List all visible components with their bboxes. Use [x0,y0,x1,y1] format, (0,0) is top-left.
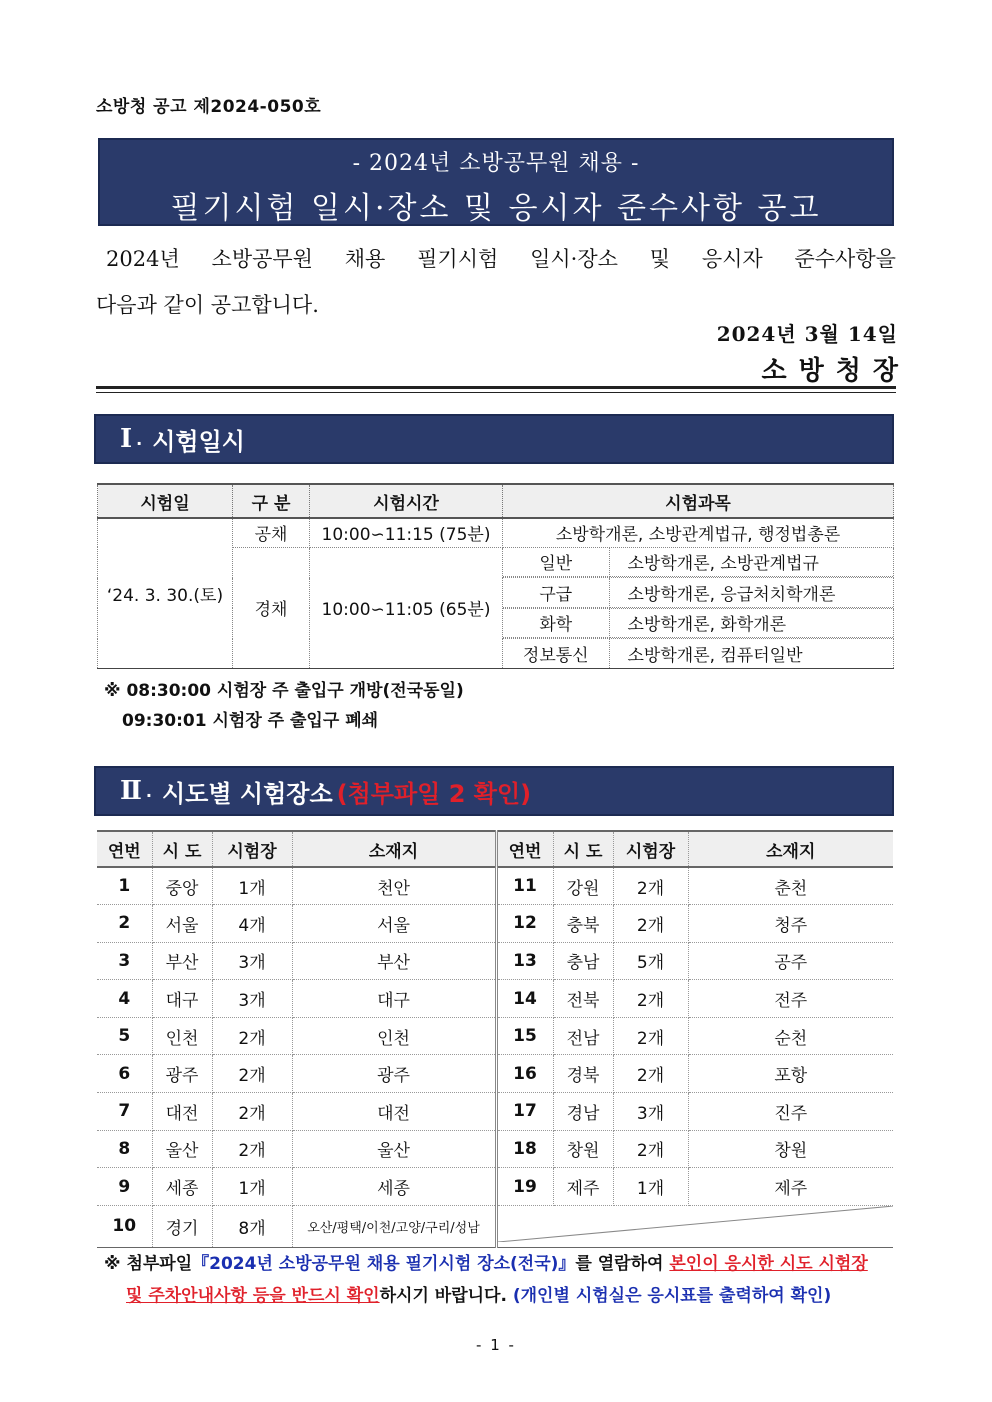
intro-word: 채용 [344,247,386,271]
notice-emphasis: 본인이 응시한 시도 시험장 [669,1254,868,1274]
column-header: 시 도 [553,831,613,867]
row-number: 11 [496,867,553,905]
location: 대전 [292,1093,496,1131]
row-number: 14 [496,980,553,1018]
intro-line-2: 다음과 같이 공고합니다. [96,293,319,317]
site-count: 5개 [613,942,688,980]
site-count: 2개 [212,1130,292,1168]
location: 제주 [688,1168,893,1206]
site-count: 3개 [613,1093,688,1131]
empty-cell [496,1205,893,1247]
track-name: 구급 [503,578,609,607]
intro-paragraph [96,236,896,328]
track-name: 정보통신 [503,639,609,668]
location: 청주 [688,905,893,943]
table-row [97,867,893,905]
region: 광주 [152,1055,212,1093]
region: 중앙 [152,867,212,905]
exam-date: ‘24. 3. 30.(토) [98,518,233,669]
divider [96,386,896,389]
intro-word: 응시자 [701,247,763,271]
location: 창원 [688,1130,893,1168]
title-banner [98,138,894,226]
row-number: 16 [496,1055,553,1093]
table-row [97,1017,893,1055]
location: 광주 [292,1055,496,1093]
notice-line-2 [104,1280,904,1312]
table-row [97,1055,893,1093]
track-row [503,639,894,669]
section-dot: . [145,781,152,801]
subjects-open: 소방학개론, 소방관계법규, 행정법총론 [503,518,894,547]
location: 세종 [292,1168,496,1206]
site-count: 2개 [613,1017,688,1055]
region: 전남 [553,1017,613,1055]
table-row [97,1205,893,1247]
section-title: 시도별 시험장소 [162,779,333,808]
notice-text: 를 열람하여 [575,1254,664,1274]
region: 세종 [152,1168,212,1206]
row-number: 15 [496,1017,553,1055]
intro-line-1 [96,236,896,282]
location: 전주 [688,980,893,1018]
region: 경기 [152,1205,212,1247]
location: 울산 [292,1130,496,1168]
site-count: 2개 [613,867,688,905]
region: 충북 [553,905,613,943]
row-number: 8 [97,1130,152,1168]
attachment-notice [104,1248,904,1312]
track-subjects: 소방학개론, 응급처치학개론 [609,578,893,607]
note-open: ※ 08:30:00 시험장 주 출입구 개방(전국동일) [104,681,464,701]
subtitle: - 2024년 소방공무원 채용 - [352,151,640,176]
notice-number: 소방청 공고 제2024-050호 [96,97,322,117]
row-number: 13 [496,942,553,980]
track-subjects: 소방학개론, 컴퓨터일반 [627,646,803,666]
column-header: 시험시간 [310,484,503,518]
row-number: 18 [496,1130,553,1168]
column-header: 소재지 [688,831,893,867]
track-subjects: 소방학개론, 소방관계법규 [609,548,893,577]
page-title: 필기시험 일시·장소 및 응시자 준수사항 공고 [170,191,822,226]
intro-word: 2024년 [106,247,180,271]
time-open: 10:00∽11:15 (75분) [310,518,503,547]
location: 서울 [292,905,496,943]
site-count: 4개 [212,905,292,943]
row-number: 5 [97,1017,152,1055]
track-name: 화학 [503,609,609,638]
track-row [503,547,894,578]
site-count: 1개 [212,867,292,905]
site-count: 3개 [212,980,292,1018]
row-number: 7 [97,1093,152,1131]
track-row [503,578,894,609]
column-header: 연번 [496,831,553,867]
row-number: 10 [97,1205,152,1247]
site-count: 2개 [212,1093,292,1131]
diagonal-line [498,1206,894,1242]
page-number: - 1 - [476,1336,516,1354]
region: 대구 [152,980,212,1018]
section-dot: . [136,429,143,449]
column-header: 소재지 [292,831,496,867]
table-row [97,1130,893,1168]
notice-text: 하시기 바랍니다. [379,1286,507,1306]
region: 충남 [553,942,613,980]
notice-emphasis: 및 주차안내사항 등을 반드시 확인 [126,1286,380,1306]
note-close: 09:30:01 시험장 주 출입구 폐쇄 [122,711,379,731]
region: 경남 [553,1093,613,1131]
intro-word: 소방공무원 [211,247,313,271]
region: 창원 [553,1130,613,1168]
entrance-notes [104,676,464,736]
location: 순천 [688,1017,893,1055]
location: 공주 [688,942,893,980]
site-count: 3개 [212,942,292,980]
column-header: 시 도 [152,831,212,867]
region: 서울 [152,905,212,943]
exam-schedule-table [97,483,894,669]
attachment-title: 『2024년 소방공무원 채용 필기시험 장소(전국)』 [192,1254,576,1274]
track-name: 일반 [503,548,609,577]
location: 대구 [292,980,496,1018]
section-2-header [94,766,894,816]
category-career: 경채 [233,547,310,669]
region: 부산 [152,942,212,980]
site-count: 2개 [613,980,688,1018]
row-number: 6 [97,1055,152,1093]
category-open: 공채 [233,518,310,547]
column-header: 시험과목 [503,484,894,518]
section-1-header [94,414,894,464]
section-roman: Ⅰ [120,424,133,454]
row-number: 17 [496,1093,553,1131]
issuer: 소방청장 [761,356,910,386]
row-number: 9 [97,1168,152,1206]
row-number: 12 [496,905,553,943]
site-count: 2개 [212,1017,292,1055]
region: 울산 [152,1130,212,1168]
intro-word: 및 [649,247,671,271]
row-number: 3 [97,942,152,980]
row-number: 1 [97,867,152,905]
table-row [97,1093,893,1131]
column-header: 시험일 [98,484,233,518]
intro-word: 필기시험 [417,247,499,271]
site-count: 1개 [212,1168,292,1206]
location: 천안 [292,867,496,905]
row-number: 4 [97,980,152,1018]
divider [96,392,896,393]
site-count: 2개 [613,905,688,943]
site-count: 2개 [613,1055,688,1093]
notice-prefix: ※ 첨부파일 [104,1254,193,1274]
intro-word: 일시·장소 [530,247,618,271]
location: 포항 [688,1055,893,1093]
table-row [97,980,893,1018]
region: 전북 [553,980,613,1018]
table-row [97,905,893,943]
site-count: 8개 [212,1205,292,1247]
row-number: 2 [97,905,152,943]
track-row [503,608,894,639]
notice-room-note: (개인별 시험실은 응시표를 출력하여 확인) [512,1286,832,1306]
column-header: 시험장 [212,831,292,867]
location: 인천 [292,1017,496,1055]
notice-line-1 [104,1248,904,1280]
column-header: 구 분 [233,484,310,518]
table-row [97,942,893,980]
location: 부산 [292,942,496,980]
location: 진주 [688,1093,893,1131]
site-count: 2개 [613,1130,688,1168]
section-roman: Ⅱ [120,776,142,806]
region: 대전 [152,1093,212,1131]
column-header: 시험장 [613,831,688,867]
region: 제주 [553,1168,613,1206]
intro-word: 준수사항을 [794,247,896,271]
column-header: 연번 [97,831,152,867]
track-subjects: 소방학개론, 화학개론 [609,609,893,638]
location: 오산/평택/이천/고양/구리/성남 [292,1205,496,1247]
section-title-note: (첨부파일 2 확인) [336,779,532,808]
region: 경북 [553,1055,613,1093]
table-row [97,1168,893,1206]
region: 강원 [553,867,613,905]
issue-date: 2024년 3월 14일 [716,322,898,346]
exam-location-table [97,830,893,1248]
location: 춘천 [688,867,893,905]
row-number: 19 [496,1168,553,1206]
section-title: 시험일시 [152,427,245,456]
region: 인천 [152,1017,212,1055]
time-career: 10:00∽11:05 (65분) [310,547,503,669]
site-count: 2개 [212,1055,292,1093]
site-count: 1개 [613,1168,688,1206]
